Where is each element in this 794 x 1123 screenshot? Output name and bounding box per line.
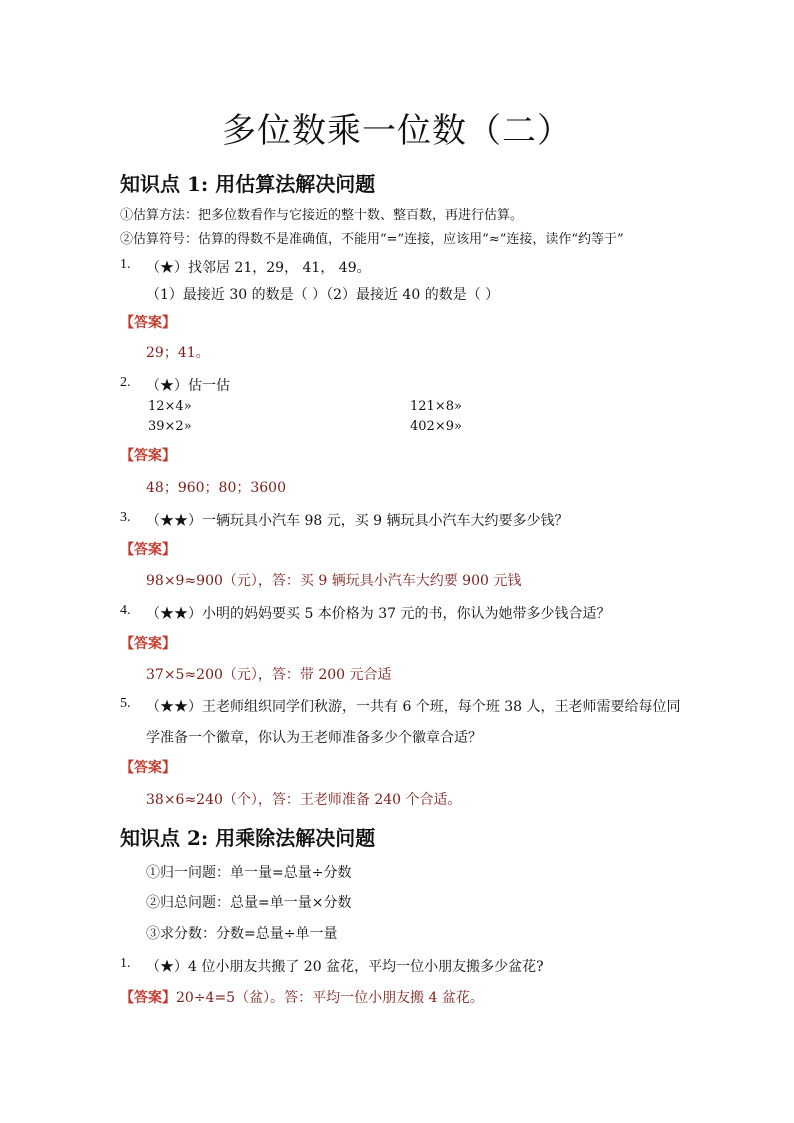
answer-label: 【答案】 bbox=[120, 760, 176, 776]
section1-note-1: ①估算方法：把多位数看作与它接近的整十数、整百数，再进行估算。 bbox=[120, 208, 524, 223]
answer-text: 37×5≈200（元），答：带 200 元合适 bbox=[146, 667, 392, 683]
answer-text: 48；960；80；3600 bbox=[146, 480, 286, 496]
page-title: 多位数乘一位数（二） bbox=[222, 111, 572, 151]
estimate-item: 12×4» bbox=[148, 399, 192, 414]
answer-label: 【答案】 bbox=[120, 448, 176, 464]
section2-heading: 知识点 2: 用乘除法解决问题 bbox=[120, 826, 376, 850]
question-number: 4. bbox=[120, 603, 131, 618]
section2-note-3: ③求分数：分数=总量÷单一量 bbox=[146, 926, 338, 942]
question-text-cont: 学准备一个徽章，你认为王老师准备多少个徽章合适？ bbox=[146, 730, 482, 746]
question-text: （★★）小明的妈妈要买 5 本价格为 37 元的书，你认为她带多少钱合适？ bbox=[146, 606, 611, 622]
answer-label: 【答案】 bbox=[120, 542, 176, 558]
question-text: （★）4 位小朋友共搬了 20 盆花，平均一位小朋友搬多少盆花? bbox=[146, 959, 544, 975]
answer-label: 【答案】 bbox=[120, 315, 176, 331]
section1-heading: 知识点 1: 用估算法解决问题 bbox=[120, 172, 376, 196]
question-text: （★★）王老师组织同学们秋游，一共有 6 个班，每个班 38 人，王老师需要给每位同 bbox=[146, 699, 681, 715]
section2-note-2: ②归总问题：总量=单一量×分数 bbox=[146, 895, 352, 911]
answer-text: 29；41。 bbox=[146, 345, 210, 361]
question-number: 2. bbox=[120, 375, 131, 390]
answer-label: 【答案】 bbox=[120, 636, 176, 652]
section2-note-1: ①归一问题：单一量=总量÷分数 bbox=[146, 865, 352, 881]
question-number: 3. bbox=[120, 510, 131, 525]
question-number: 1. bbox=[120, 956, 131, 971]
question-text: （★）估一估 bbox=[146, 378, 230, 394]
question-number: 5. bbox=[120, 696, 131, 711]
answer-text: 98×9≈900（元），答：买 9 辆玩具小汽车大约要 900 元钱 bbox=[146, 573, 522, 589]
answer-text: 20÷4=5（盆）。答：平均一位小朋友搬 4 盆花。 bbox=[176, 990, 484, 1006]
question-subtext: （1）最接近 30 的数是（ ）（2）最接近 40 的数是（ ） bbox=[146, 287, 500, 303]
question-text: （★★）一辆玩具小汽车 98 元，买 9 辆玩具小汽车大约要多少钱？ bbox=[146, 513, 569, 529]
question-text: （★）找邻居 21，29， 41， 49。 bbox=[146, 260, 371, 276]
estimate-item: 121×8» bbox=[410, 399, 462, 414]
section1-note-2: ②估算符号：估算的得数不是准确值，不能用“=”连接，应该用“≈”连接，读作“约等于” bbox=[120, 232, 624, 247]
question-number: 1. bbox=[120, 257, 131, 272]
answer-label: 【答案】 bbox=[120, 990, 176, 1006]
estimate-item: 402×9» bbox=[410, 419, 462, 434]
estimate-item: 39×2» bbox=[148, 419, 192, 434]
answer-text: 38×6≈240（个），答：王老师准备 240 个合适。 bbox=[146, 792, 462, 808]
